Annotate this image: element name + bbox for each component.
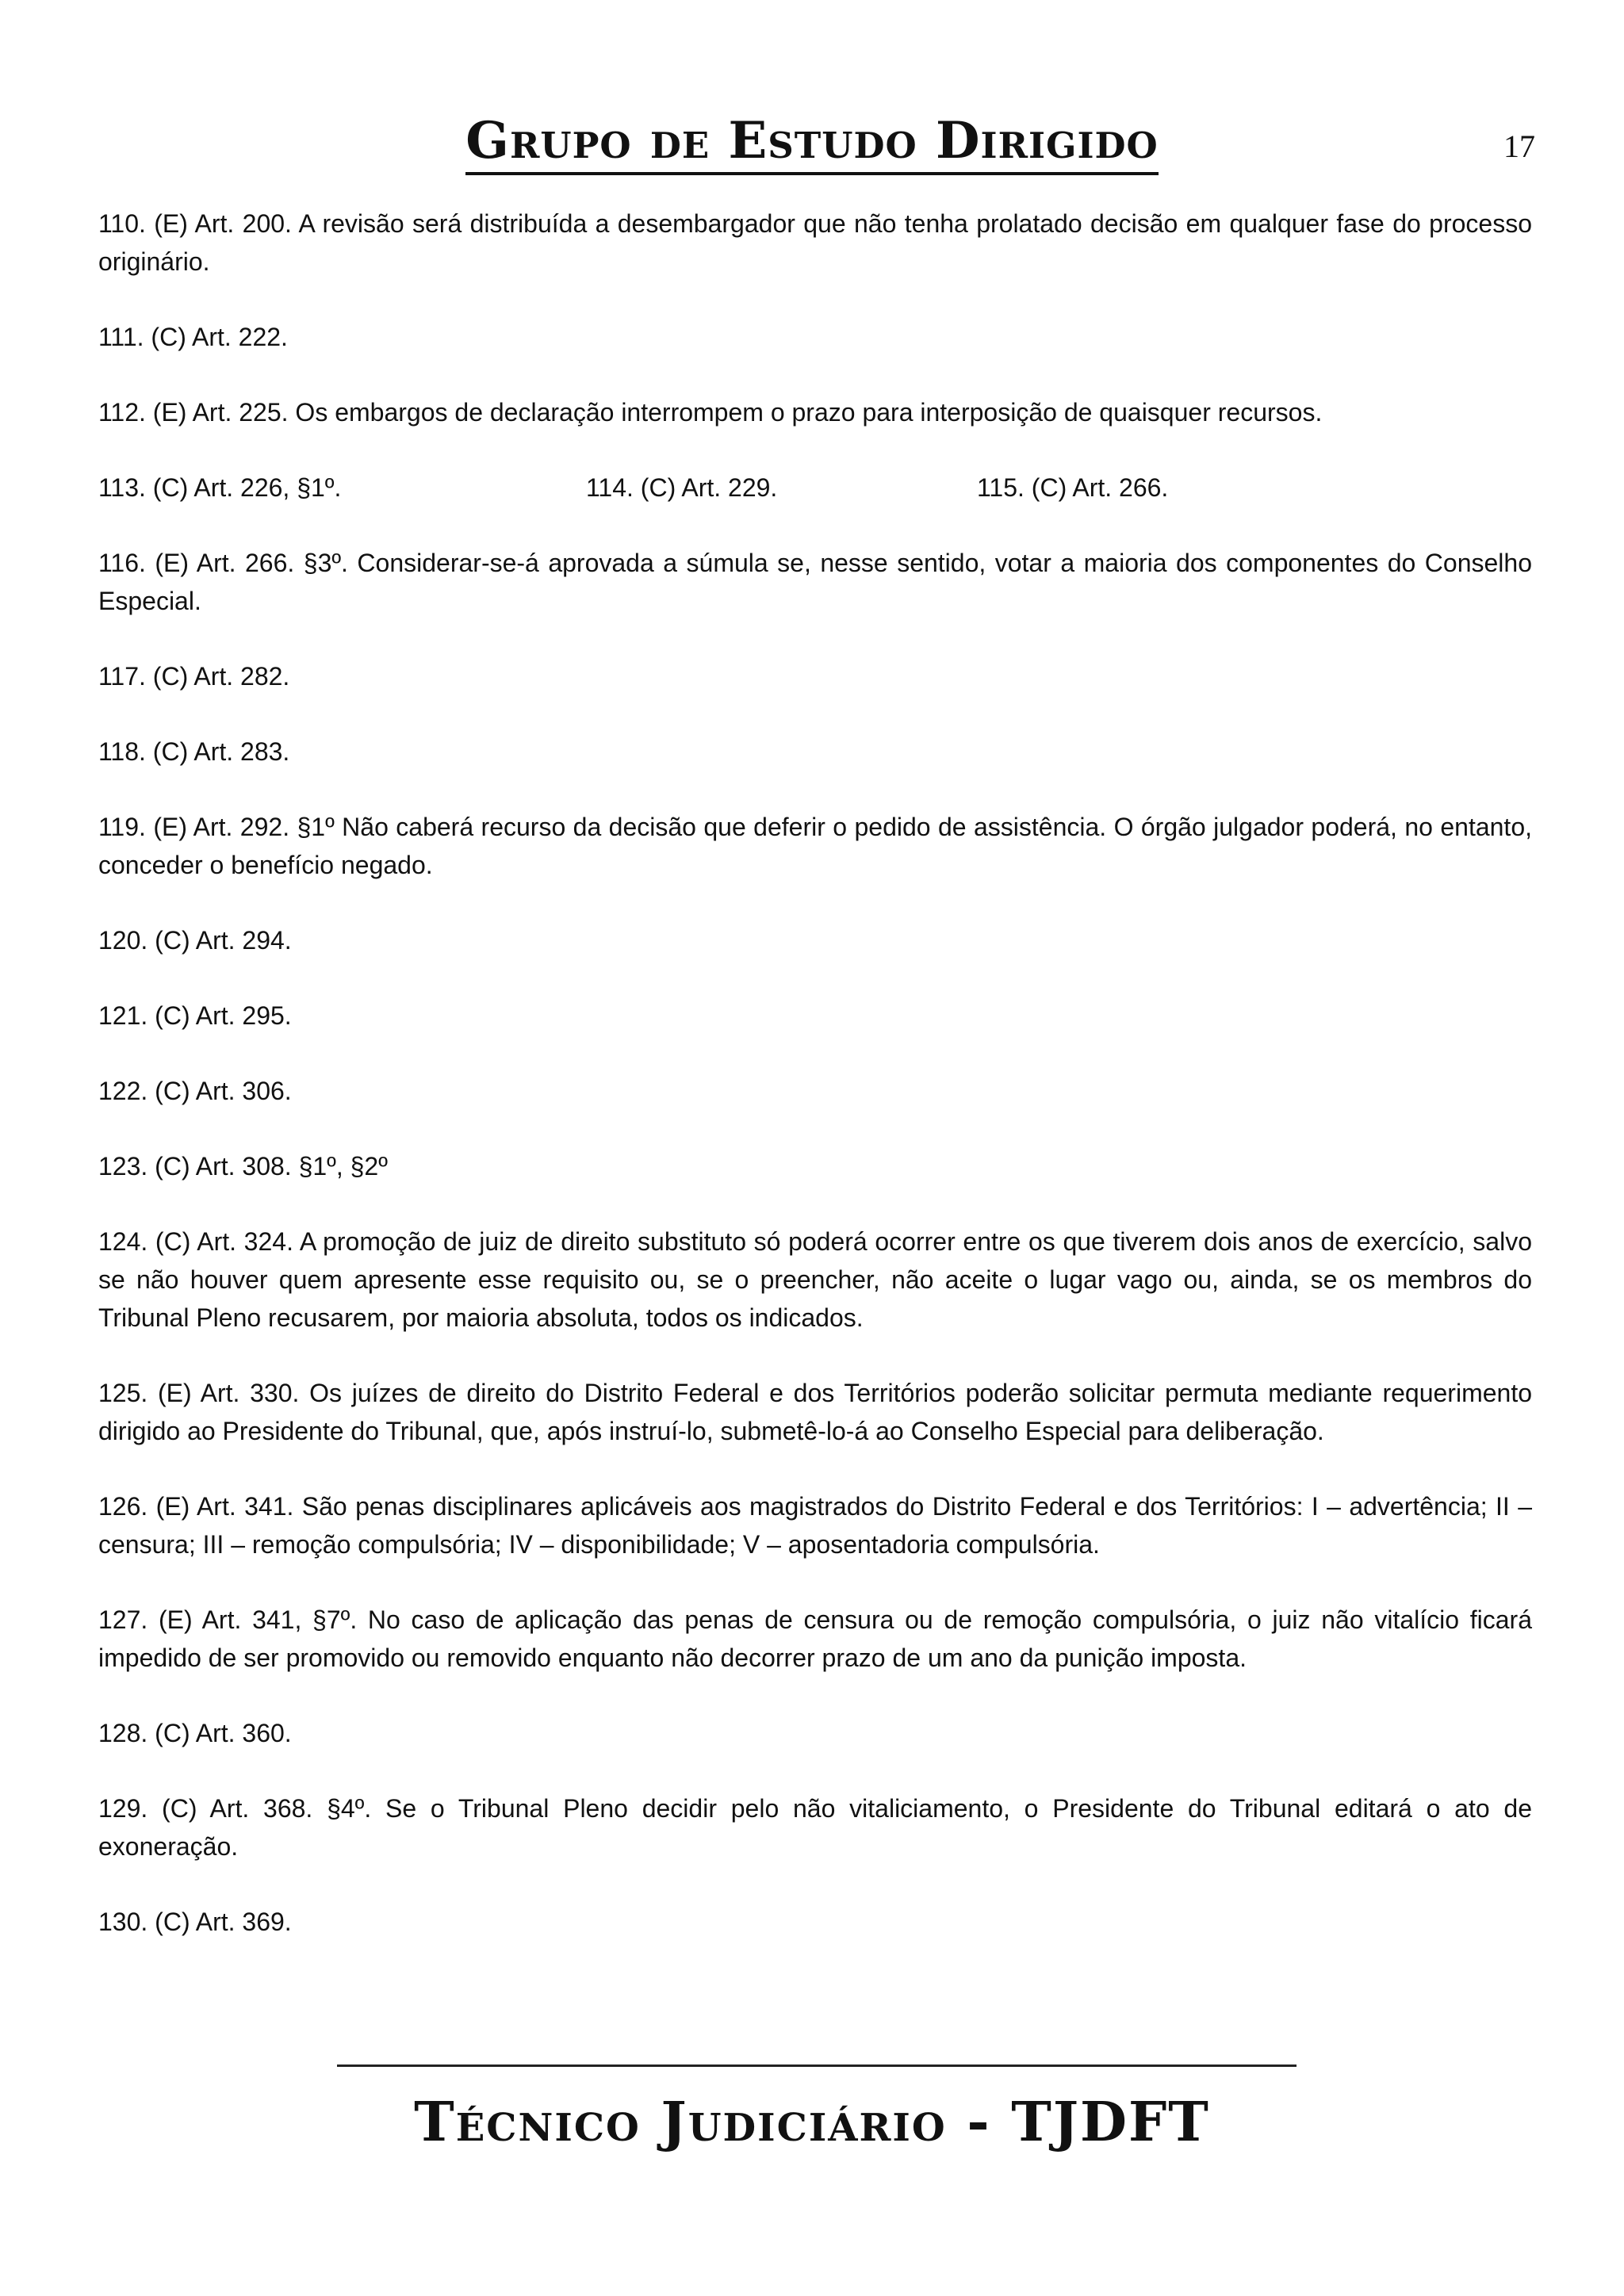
answer-123: 123. (C) Art. 308. §1º, §2º [98, 1152, 388, 1181]
answer-112: 112. (E) Art. 225. Os embargos de declaração interrompem o prazo para interposição de quaisquer recursos. [98, 398, 1323, 427]
answer-124: 124. (C) Art. 324. A promoção de juiz de direito substituto só poderá ocorrer entre os que tiverem dois anos de exercício, salvo se não houver quem apresente esse requisito ou, se o preencher, não aceite o lugar vago ou, ainda, se os membros do Tribunal Pleno recusarem, por maioria absoluta, todos os indicados. [98, 1227, 1532, 1332]
answer-list [98, 205, 1532, 1978]
footer-title: Técnico Judiciário - TJDFT [414, 2091, 1210, 2154]
answer-119: 119. (E) Art. 292. §1º Não caberá recurso da decisão que deferir o pedido de assistência. O órgão julgador poderá, no entanto, conceder o benefício negado. [98, 813, 1532, 879]
answer-129: 129. (C) Art. 368. §4º. Se o Tribunal Pleno decidir pelo não vitaliciamento, o Presidente do Tribunal editará o ato de exoneração. [98, 1794, 1532, 1861]
page-number: 17 [1503, 128, 1535, 164]
answer-121: 121. (C) Art. 295. [98, 1001, 292, 1030]
answer-113: 113. (C) Art. 226, §1º. [98, 473, 342, 502]
answer-120: 120. (C) Art. 294. [98, 926, 292, 955]
answer-125: 125. (E) Art. 330. Os juízes de direito do Distrito Federal e dos Territórios poderão solicitar permuta mediante requerimento dirigido ao Presidente do Tribunal, que, após instruí-lo, submetê-lo-á ao Conselho Especial para deliberação. [98, 1379, 1532, 1445]
answer-122: 122. (C) Art. 306. [98, 1077, 292, 1105]
page-header [0, 109, 1624, 173]
answer-126: 126. (E) Art. 341. São penas disciplinares aplicáveis aos magistrados do Distrito Federal e dos Territórios: I – advertência; II – censura; III – remoção compulsória; IV – disponibilidade; V – aposentadoria compulsória. [98, 1492, 1532, 1559]
answer-127: 127. (E) Art. 341, §7º. No caso de aplicação das penas de censura ou de remoção compulsória, o juiz não vitalício ficará impedido de ser promovido ou removido enquanto não decorrer prazo de um ano da punição imposta. [98, 1605, 1532, 1672]
answer-116: 116. (E) Art. 266. §3º. Considerar-se-á aprovada a súmula se, nesse sentido, votar a maioria dos componentes do Conselho Especial. [98, 549, 1532, 615]
answer-114: 114. (C) Art. 229. [586, 473, 778, 502]
answer-111: 111. (C) Art. 222. [98, 323, 288, 351]
answer-130: 130. (C) Art. 369. [98, 1908, 292, 1936]
footer-divider [337, 2064, 1297, 2067]
answer-115: 115. (C) Art. 266. [977, 473, 1169, 502]
answer-row-113-115 [98, 469, 1532, 507]
answer-128: 128. (C) Art. 360. [98, 1719, 292, 1747]
page-title-text: Grupo de Estudo Dirigido [465, 111, 1158, 175]
answer-110: 110. (E) Art. 200. A revisão será distribuída a desembargador que não tenha prolatado decisão em qualquer fase do processo originário. [98, 209, 1532, 276]
answer-117: 117. (C) Art. 282. [98, 662, 290, 691]
page-title [0, 109, 1624, 173]
answer-118: 118. (C) Art. 283. [98, 737, 290, 766]
